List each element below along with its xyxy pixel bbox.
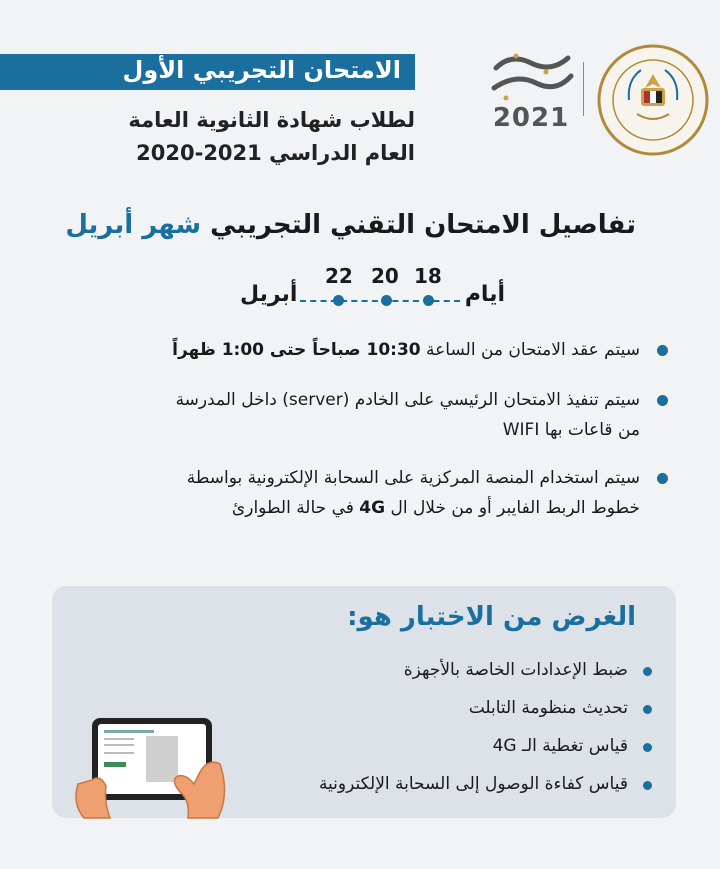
- timeline-dot: [381, 295, 392, 306]
- list-item: سيتم تنفيذ الامتحان الرئيسي على الخادم (server) داخل المدرسة من قاعات بها WIFI: [40, 385, 640, 445]
- bullet-dot: [643, 781, 652, 790]
- day-18: 18: [414, 264, 442, 288]
- purpose-box: [52, 586, 676, 818]
- header-banner: [0, 54, 415, 90]
- thanaweya-2021-logo-icon: [486, 48, 576, 133]
- bullet-dot: [657, 395, 668, 406]
- list-item: قياس كفاءة الوصول إلى السحابة الإلكترونية: [319, 774, 628, 794]
- title-main: تفاصيل الامتحان التقني التجريبي: [210, 210, 636, 240]
- day-22: 22: [325, 264, 353, 288]
- exam-days-timeline: [240, 264, 505, 314]
- days-label: أيام: [464, 282, 505, 307]
- month-label: أبريل: [240, 282, 298, 307]
- timeline-dot: [333, 295, 344, 306]
- bullet-dot: [657, 473, 668, 484]
- tablet-hands-icon: [70, 714, 230, 819]
- page-title: [65, 210, 636, 240]
- day-20: 20: [371, 264, 399, 288]
- bullet-dot: [643, 743, 652, 752]
- header-subtitle: لطلاب شهادة الثانوية العامة: [128, 108, 415, 132]
- bullet-dot: [643, 667, 652, 676]
- title-accent: شهر أبريل: [65, 210, 202, 240]
- list-item: تحديث منظومة التابلت: [469, 698, 628, 718]
- list-item: سيتم عقد الامتحان من الساعة 10:30 صباحاً حتى 1:00 ظهراً: [40, 335, 640, 365]
- purpose-title: الغرض من الاختبار هو:: [347, 602, 636, 632]
- bullet-dot: [657, 345, 668, 356]
- banner-title: الامتحان التجريبي الأول: [122, 56, 401, 84]
- bullet-dot: [643, 705, 652, 714]
- logo-divider: [583, 62, 584, 116]
- list-item: ضبط الإعدادات الخاصة بالأجهزة: [404, 660, 628, 680]
- logo-year-text: 2021: [492, 103, 570, 133]
- academic-year: العام الدراسي 2021-2020: [136, 141, 415, 165]
- timeline-dot: [423, 295, 434, 306]
- list-item: قياس تغطية الـ 4G: [493, 736, 628, 756]
- ministry-seal-icon: [597, 44, 709, 156]
- timeline-line: [300, 300, 460, 302]
- list-item: سيتم استخدام المنصة المركزية على السحابة الإلكترونية بواسطة خطوط الربط الفايبر أو من خلال ال 4G في حالة الطوارئ: [40, 463, 640, 523]
